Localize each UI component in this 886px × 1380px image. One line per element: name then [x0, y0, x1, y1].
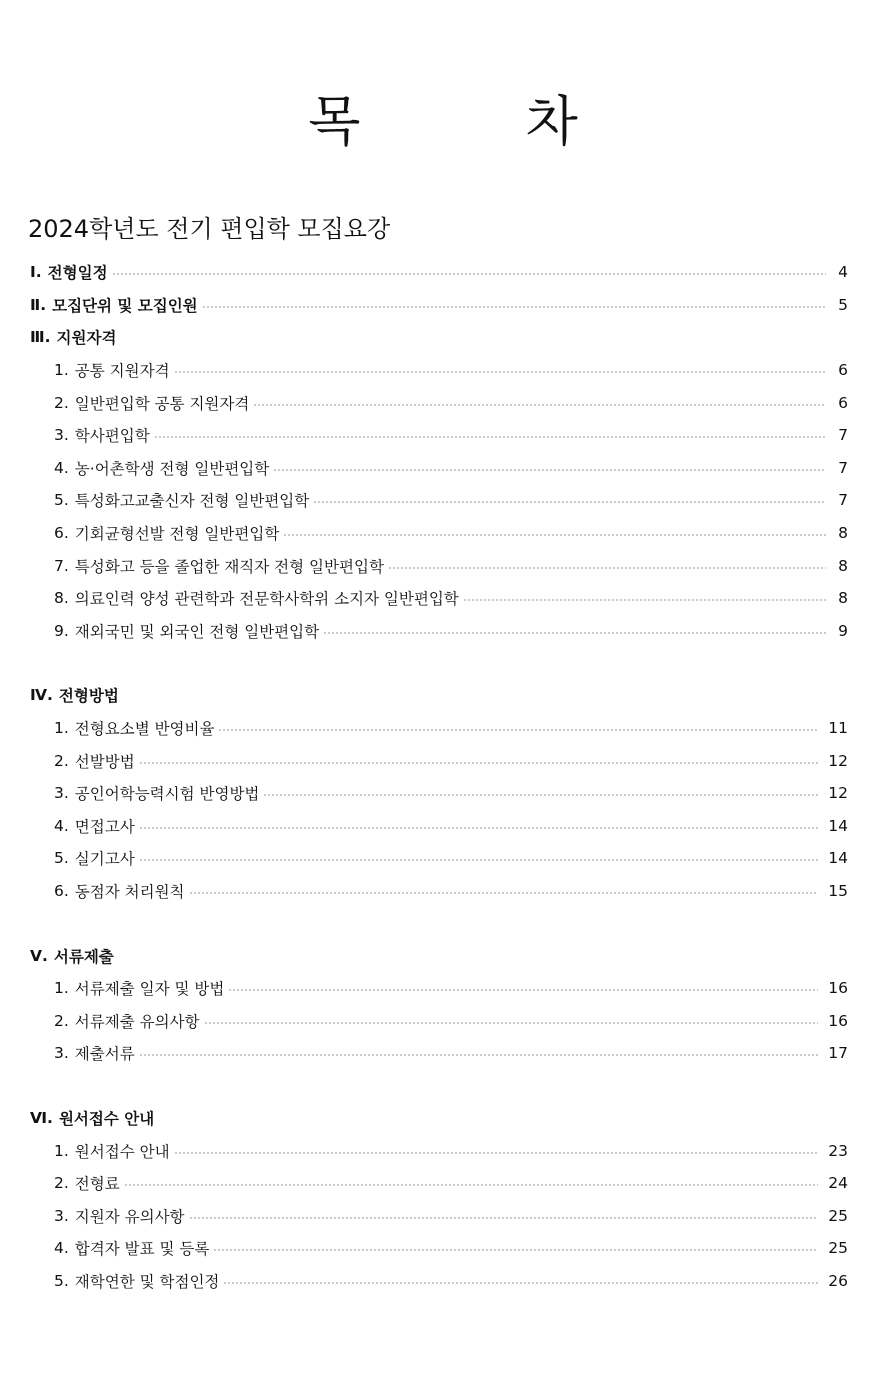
item-title: 기회균형선발 전형 일반편입학 [74, 525, 280, 544]
item-number: 7. [54, 556, 69, 575]
item-number: 3. [54, 784, 69, 803]
item-title: 원서접수 안내 [74, 1142, 170, 1161]
page-number: 7 [838, 426, 848, 445]
item-title: 재외국민 및 외국인 전형 일반편입학 [74, 622, 320, 641]
dot-leader [174, 1152, 819, 1154]
toc-item-row[interactable] [0, 1037, 886, 1070]
item-title: 동점자 처리원칙 [74, 882, 185, 901]
page-number: 5 [838, 295, 848, 314]
dot-leader [139, 827, 819, 829]
item-title: 전형료 [74, 1175, 120, 1194]
dot-leader [253, 404, 826, 406]
toc-item-row[interactable] [0, 452, 886, 485]
item-title: 학사편입학 [74, 427, 150, 446]
dot-leader [213, 1249, 818, 1251]
toc-item-row[interactable] [0, 1167, 886, 1200]
section-title: 전형방법 [58, 687, 119, 706]
item-title: 서류제출 유의사항 [74, 1012, 200, 1031]
section-gap [0, 1070, 886, 1102]
dot-leader [174, 371, 826, 373]
toc-item-row[interactable] [0, 582, 886, 615]
toc-section-row[interactable] [0, 939, 886, 972]
item-number: 2. [54, 1174, 69, 1193]
page-number: 25 [828, 1206, 848, 1225]
page-number: 7 [838, 491, 848, 510]
item-title: 합격자 발표 및 등록 [74, 1240, 210, 1259]
item-title: 면접고사 [74, 817, 135, 836]
item-number: 9. [54, 621, 69, 640]
item-number: 2. [54, 393, 69, 412]
page-number: 26 [828, 1271, 848, 1290]
page-number: 24 [828, 1174, 848, 1193]
toc-item-row[interactable] [0, 354, 886, 387]
toc-item-row[interactable] [0, 842, 886, 875]
section-number: Ⅵ. [30, 1108, 53, 1127]
dot-leader [263, 794, 818, 796]
page-title: 목 차 [308, 90, 652, 153]
section-title: 원서접수 안내 [58, 1109, 155, 1128]
item-title: 특성화고교출신자 전형 일반편입학 [74, 492, 310, 511]
dot-leader [154, 436, 826, 438]
toc-item-row[interactable] [0, 419, 886, 452]
dot-leader [139, 859, 819, 861]
dot-leader [189, 1217, 819, 1219]
page-number: 16 [828, 979, 848, 998]
item-number: 5. [54, 849, 69, 868]
toc-item-row[interactable] [0, 810, 886, 843]
item-title: 전형요소별 반영비율 [74, 720, 215, 739]
page-number: 12 [828, 751, 848, 770]
toc-section-row[interactable] [0, 321, 886, 354]
page-number: 14 [828, 816, 848, 835]
dot-leader [139, 762, 819, 764]
page-number: 25 [828, 1239, 848, 1258]
item-number: 3. [54, 426, 69, 445]
toc-item-row[interactable] [0, 1265, 886, 1298]
item-title: 지원자 유의사항 [74, 1207, 185, 1226]
item-title: 선발방법 [74, 752, 135, 771]
item-number: 8. [54, 589, 69, 608]
dot-leader [313, 501, 826, 503]
page-number: 8 [838, 556, 848, 575]
toc-item-row[interactable] [0, 712, 886, 745]
item-number: 6. [54, 881, 69, 900]
toc-item-row[interactable] [0, 386, 886, 419]
toc-item-row[interactable] [0, 1134, 886, 1167]
toc-item-row[interactable] [0, 777, 886, 810]
toc-item-row[interactable] [0, 1004, 886, 1037]
section-title: 모집단위 및 모집인원 [52, 296, 198, 315]
page-number: 23 [828, 1141, 848, 1160]
page-number: 4 [838, 263, 848, 282]
item-number: 4. [54, 816, 69, 835]
dot-leader [323, 632, 826, 634]
toc-item-row[interactable] [0, 972, 886, 1005]
item-title: 특성화고 등을 졸업한 재직자 전형 일반편입학 [74, 557, 384, 576]
page-number: 8 [838, 524, 848, 543]
section-title: 전형일정 [47, 264, 108, 283]
item-title: 제출서류 [74, 1045, 135, 1064]
dot-leader [189, 892, 819, 894]
dot-leader [223, 1282, 818, 1284]
item-number: 2. [54, 751, 69, 770]
item-number: 2. [54, 1011, 69, 1030]
page-number: 11 [828, 719, 848, 738]
item-title: 재학연한 및 학점인정 [74, 1272, 220, 1291]
item-number: 6. [54, 524, 69, 543]
page-number: 12 [828, 784, 848, 803]
item-number: 3. [54, 1206, 69, 1225]
item-number: 1. [54, 979, 69, 998]
item-title: 실기고사 [74, 850, 135, 869]
dot-leader [273, 469, 826, 471]
table-of-contents [0, 256, 886, 1297]
toc-item-row[interactable] [0, 1199, 886, 1232]
toc-item-row[interactable] [0, 549, 886, 582]
item-number: 1. [54, 719, 69, 738]
section-title: 서류제출 [53, 947, 114, 966]
item-title: 농·어촌학생 전형 일반편입학 [74, 459, 270, 478]
page-number: 17 [828, 1044, 848, 1063]
page-number: 15 [828, 881, 848, 900]
section-gap [0, 907, 886, 939]
dot-leader [463, 599, 826, 601]
toc-section-row[interactable] [0, 256, 886, 289]
toc-item-row[interactable] [0, 517, 886, 550]
dot-leader [228, 989, 818, 991]
item-title: 일반편입학 공통 지원자격 [74, 394, 250, 413]
toc-item-row[interactable] [0, 484, 886, 517]
section-number: Ⅳ. [30, 686, 53, 705]
section-number: Ⅱ. [30, 295, 47, 314]
item-number: 5. [54, 1271, 69, 1290]
page-number: 7 [838, 458, 848, 477]
toc-section-row[interactable] [0, 289, 886, 322]
item-number: 3. [54, 1044, 69, 1063]
page-number: 14 [828, 849, 848, 868]
page-number: 6 [838, 393, 848, 412]
toc-item-row[interactable] [0, 615, 886, 648]
page-number: 6 [838, 361, 848, 380]
dot-leader [204, 1022, 819, 1024]
page-number: 9 [838, 621, 848, 640]
section-title: 지원자격 [56, 329, 117, 348]
item-number: 4. [54, 1239, 69, 1258]
toc-item-row[interactable] [0, 875, 886, 908]
item-title: 공통 지원자격 [74, 362, 170, 381]
section-number: Ⅴ. [30, 946, 48, 965]
item-number: 5. [54, 491, 69, 510]
item-number: 4. [54, 458, 69, 477]
item-number: 1. [54, 361, 69, 380]
toc-section-row[interactable] [0, 1102, 886, 1135]
dot-leader [124, 1184, 819, 1186]
toc-subtitle: 2024학년도 전기 편입학 모집요강 [28, 215, 391, 243]
page-number: 16 [828, 1011, 848, 1030]
dot-leader [218, 729, 818, 731]
dot-leader [202, 306, 826, 308]
section-number: Ⅲ. [30, 328, 51, 347]
item-title: 의료인력 양성 관련학과 전문학사학위 소지자 일반편입학 [74, 590, 459, 609]
item-number: 1. [54, 1141, 69, 1160]
dot-leader [112, 273, 826, 275]
toc-item-row[interactable] [0, 1232, 886, 1265]
toc-section-row[interactable] [0, 679, 886, 712]
item-title: 서류제출 일자 및 방법 [74, 980, 225, 999]
section-gap [0, 647, 886, 679]
dot-leader [388, 567, 826, 569]
item-title: 공인어학능력시험 반영방법 [74, 785, 260, 804]
dot-leader [139, 1054, 819, 1056]
toc-item-row[interactable] [0, 744, 886, 777]
section-number: Ⅰ. [30, 263, 42, 282]
dot-leader [283, 534, 826, 536]
page-number: 8 [838, 589, 848, 608]
